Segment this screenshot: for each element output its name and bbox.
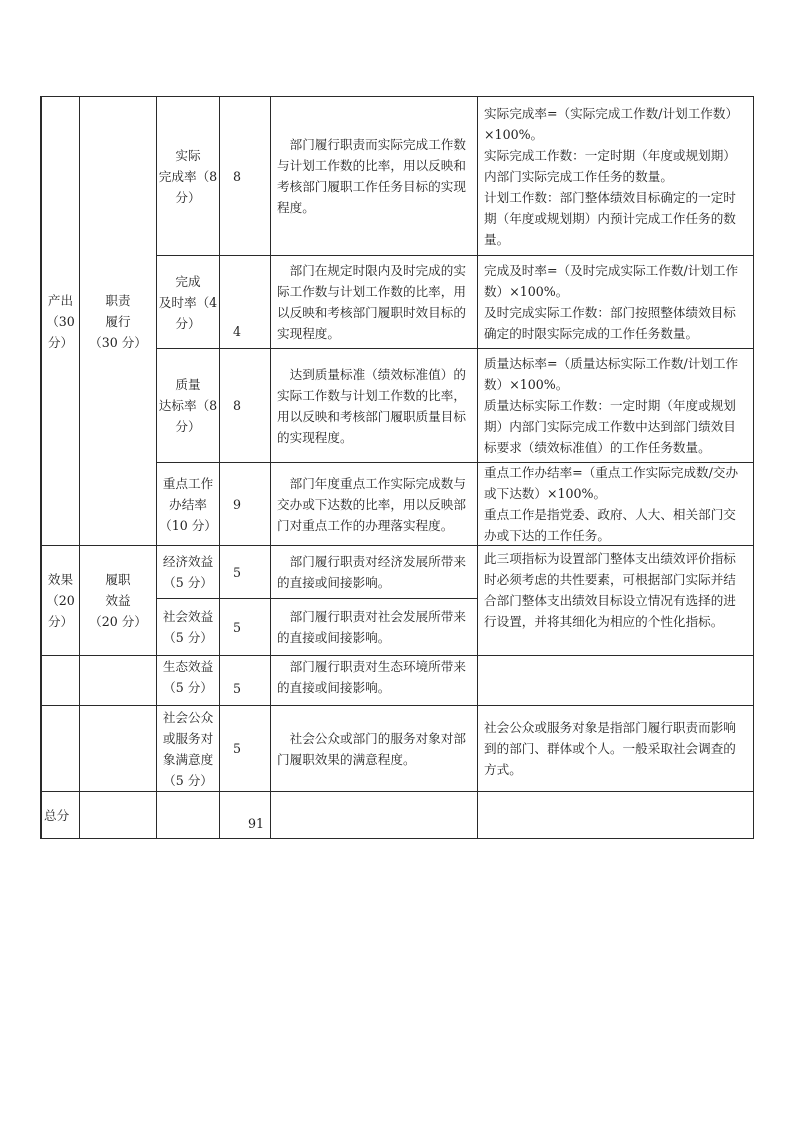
total-label: 总分 [44,807,70,823]
indicator-label: 实际 完成率（8 分） [158,147,218,205]
indicator-label: 质量 达标率（8 分） [158,377,218,434]
benefit-note-cell [477,545,754,656]
indicator-cell [156,462,220,546]
indicator-cell [156,545,220,599]
description-cell [270,255,478,349]
indicator-label: 社会公众 或服务对 象满意度 （5 分） [162,709,214,788]
indicator-label: 社会效益 （5 分） [162,609,214,645]
description-text: 部门履行职责对社会发展所带来的直接或间接影响。 [277,609,466,645]
indicator-cell [156,705,220,792]
score-cell [219,545,271,599]
score-value: 8 [233,398,242,413]
description-cell [270,348,478,463]
indicator-label: 完成 及时率（4 分） [158,273,218,331]
note-text: 重点工作办结率=（重点工作实际完成数/交办或下达数）×100%。 重点工作是指党委、政府、人大、相关部门交办或下达的工作任务。 [484,465,739,543]
indicator-label: 重点工作 办结率 （10 分） [159,475,217,533]
description-cell [270,462,478,546]
note-cell [477,655,754,706]
indicator-cell [156,96,220,256]
score-cell [219,255,271,349]
category-effect-label: 效果 （20 分） [46,572,75,629]
description-cell [270,598,478,656]
indicator-label: 生态效益 （5 分） [162,659,214,695]
empty-cell [40,655,80,706]
subcategory-benefit-label: 履职 效益 （20 分） [89,572,147,629]
description-text: 社会公众或部门的服务对象对部门履职效果的满意程度。 [277,730,466,767]
description-text: 部门年度重点工作实际完成数与交办或下达数的比率，用以反映部门对重点工作的办理落实程度。 [277,475,466,533]
benefit-note-text: 此三项指标为设置部门整体支出绩效评价指标时必须考虑的共性要素，可根据部门实际并结合部门整体支出绩效目标设立情况有选择的进行设置，并将其细化为相应的个性化指标。 [484,551,736,629]
description-cell [270,96,478,256]
indicator-label: 经济效益 （5 分） [162,554,214,590]
indicator-cell [156,655,220,706]
indicator-cell [156,348,220,463]
total-label-cell [40,791,80,839]
score-cell [219,705,271,792]
indicator-cell [156,598,220,656]
note-text: 质量达标率=（质量达标实际工作数/计划工作数）×100%。 质量达标实际工作数：一定时期（年度或规划期）内部门实际完成工作数中达到部门绩效目标要求（绩效标准值）的工作任务数量。 [484,356,739,455]
description-cell [270,655,478,706]
empty-cell [40,705,80,792]
total-score: 91 [248,816,265,831]
note-text: 实际完成率=（实际完成工作数/计划工作数）×100%。 实际完成工作数：一定时期（年度或规划期）内部门实际完成工作任务的数量。 计划工作数：部门整体绩效目标确定的一定时期（年度或规划期）内预计完成工作任务的数量。 [484,105,739,247]
note-text: 社会公众或服务对象是指部门履行职责而影响到的部门、群体或个人。一般采取社会调查的方式。 [484,720,736,777]
score-cell [219,598,271,656]
note-cell [477,705,754,792]
description-text: 部门履行职责而实际完成工作数与计划工作数的比率，用以反映和考核部门履职工作任务目标的实现程度。 [277,137,466,215]
category-output-label: 产出 （30 分） [46,292,75,350]
description-text: 部门履行职责对经济发展所带来的直接或间接影响。 [277,554,466,590]
description-cell [270,705,478,792]
description-text: 部门在规定时限内及时完成的实际工作数与计划工作数的比率，用以反映和考核部门履职时效目标的实现程度。 [277,263,466,341]
score-cell [219,348,271,463]
indicator-cell [156,255,220,349]
score-value: 8 [233,168,242,184]
empty-cell [270,791,478,839]
subcategory-duty [79,96,157,546]
score-value: 5 [233,681,242,696]
note-text: 完成及时率=（及时完成实际工作数/计划工作数）×100%。 及时完成实际工作数：部门按照整体绩效目标确定的时限实际完成的工作任务数量。 [484,263,739,341]
empty-cell [477,791,754,839]
empty-cell [79,791,157,839]
note-cell [477,348,754,463]
empty-cell [156,791,220,839]
score-value: 5 [233,564,242,580]
score-value: 5 [233,741,242,756]
empty-cell [79,655,157,706]
score-value: 4 [233,324,242,339]
description-text: 达到质量标准（绩效标准值）的实际工作数与计划工作数的比率，用以反映和考核部门履职质量目标的实现程度。 [277,366,466,445]
empty-cell [79,705,157,792]
score-cell [219,655,271,706]
total-score-cell [219,791,271,839]
category-effect [40,545,80,656]
description-cell [270,545,478,599]
score-cell [219,462,271,546]
note-cell [477,462,754,546]
subcategory-benefit [79,545,157,656]
note-cell [477,255,754,349]
category-output [40,96,80,546]
description-text: 部门履行职责对生态环境所带来的直接或间接影响。 [277,659,466,695]
note-cell [477,96,754,256]
score-value: 9 [233,496,242,512]
score-value: 5 [233,619,242,635]
score-cell [219,96,271,256]
subcategory-duty-label: 职责 履行 （30 分） [89,292,147,350]
